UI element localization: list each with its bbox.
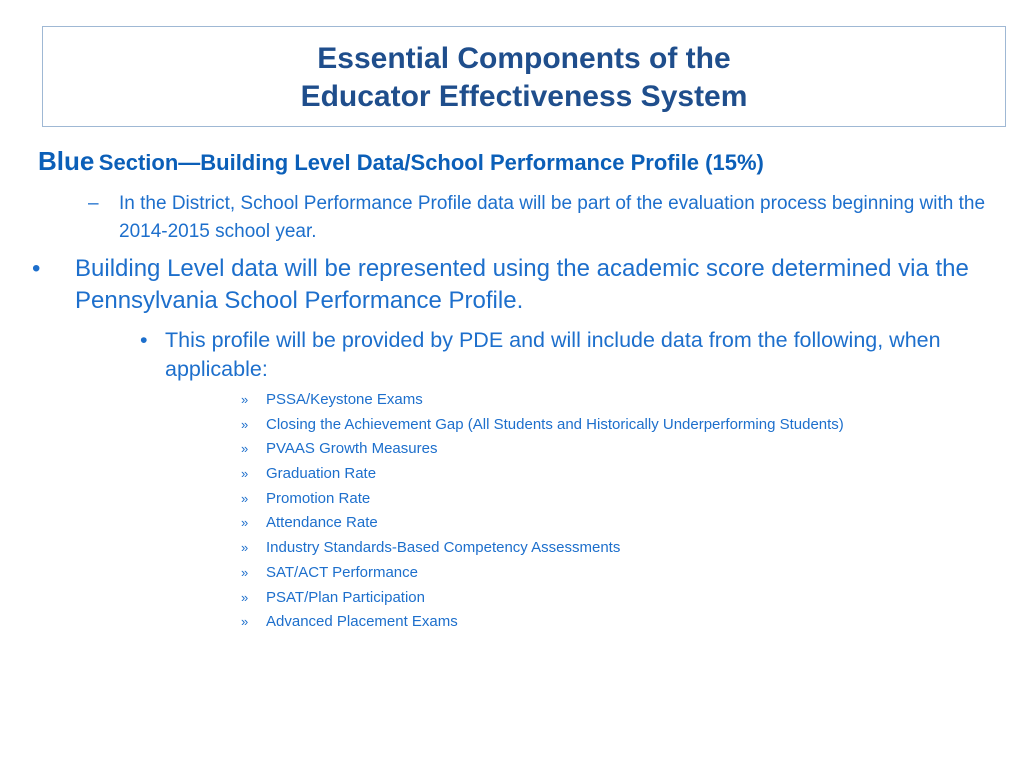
list-item: » PVAAS Growth Measures	[241, 437, 844, 462]
profile-text: This profile will be provided by PDE and will include data from the following, when applicable:	[165, 328, 941, 381]
item-marker: »	[241, 466, 249, 482]
list-item: » Attendance Rate	[241, 511, 844, 536]
section-heading-blue: Blue	[38, 146, 95, 176]
item-marker: »	[241, 392, 249, 407]
list-item: » PSAT/Plan Participation	[241, 586, 844, 611]
list-item: » Industry Standards-Based Competency Assessments	[241, 536, 844, 561]
profile-data-list	[241, 388, 844, 635]
list-item: » PSSA/Keystone Exams	[241, 388, 844, 413]
district-note-text: In the District, School Performance Profile data will be part of the evaluation process beginning with the 2014-2015 school year.	[119, 193, 986, 242]
building-level-bullet	[32, 253, 982, 317]
list-item: » Closing the Achievement Gap (All Students and Historically Underperforming Students)	[241, 413, 844, 438]
list-item: » Advanced Placement Exams	[241, 610, 844, 635]
item-marker: »	[241, 515, 249, 531]
district-note	[88, 190, 992, 246]
item-marker: »	[241, 540, 249, 556]
item-marker: »	[241, 564, 249, 580]
profile-bullet	[140, 326, 1000, 384]
list-item: » Promotion Rate	[241, 487, 844, 512]
item-marker: »	[241, 416, 249, 432]
list-item: » Graduation Rate	[241, 462, 844, 487]
bullet-marker: •	[32, 255, 41, 282]
bullet-marker: •	[140, 328, 148, 352]
item-marker: »	[241, 614, 249, 630]
slide-title-line-2: Educator Effectiveness System	[300, 80, 748, 113]
item-marker: »	[241, 441, 249, 457]
dash-marker: –	[88, 193, 99, 214]
section-heading	[38, 146, 764, 177]
building-level-text: Building Level data will be represented using the academic score determined via the Pennsylvania School Performance Profile.	[75, 255, 969, 314]
item-marker: »	[241, 490, 249, 506]
section-heading-rest: Section—Building Level Data/School Performance Profile (15%)	[98, 150, 764, 175]
slide-title-line-1: Essential Components of the	[317, 42, 731, 75]
slide-title-box	[42, 26, 1006, 127]
list-item: » SAT/ACT Performance	[241, 561, 844, 586]
item-marker: »	[241, 589, 249, 605]
